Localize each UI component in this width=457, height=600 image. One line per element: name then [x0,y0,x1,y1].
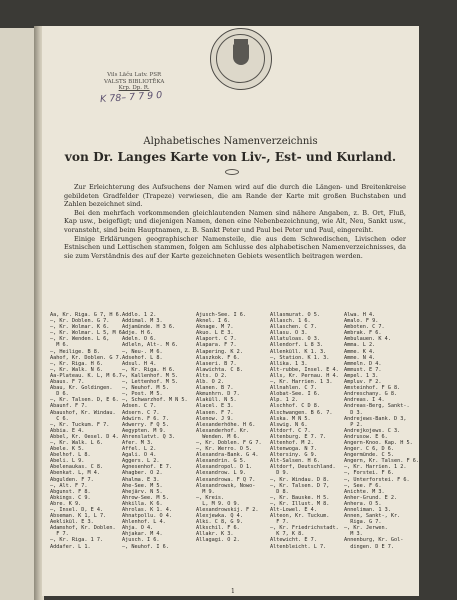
index-entry: D 3. [344,409,363,416]
index-entry: Alaszkok. F 6. [196,354,240,361]
index-entry: Ahrenslatvt. Q 3. [122,433,176,440]
index-entry: Alt-Salsen. H 6. [270,458,320,465]
index-entry: Anneliman. 1 3. [344,507,391,513]
index-entry: Adjamünde. H 3 6. [122,324,176,331]
index-entry: Wenden. M 6. [196,433,240,440]
stamp-line-3: Krp. Dp. R. [118,85,150,91]
library-seal-stamp [210,28,272,90]
index-entry: Allnahlen. C 7. [270,385,317,392]
index-entry: –, Lettenhof. M 5. [122,379,179,386]
index-entry: –, Kr. Riga. 1 7. [50,537,104,544]
intro-paragraph: Zur Erleichterung des Aufsuchens der Namen wird auf die durch die Längen- und Breitenkreise gebildeten Gradfelder (Trapeze) verwiesen, die am Rande der Karte mit großen Buchstaben und Zahlen bezeichnet sind. [64,183,406,209]
index-entry: Alls, Kr. Pernau. H 4. [270,372,339,379]
index-entry: K 7, K 8. [270,531,305,538]
index-entry: Riga. G 7. [344,519,382,526]
index-entry: Amalo. F 9. [344,318,379,325]
index-entry: Ampel. 1 3. [344,372,379,379]
index-entry: M 6. [50,342,69,349]
document-title-line-2: von Dr. Langes Karte von Liv-, Est- und Kurland. [64,150,397,164]
index-entry: –, See. F 6. [344,482,382,489]
index-entry: Alki. C 8, G 9. [196,519,243,526]
index-entry: –, Neu-. M 6. [122,348,163,355]
index-entry: –, Unterforstei. F 6. [344,476,410,483]
intro-paragraph: Einige Erklärungen geographischer Namensteile, die aus dem Schwedischen, Livischen oder Estnischen und Lettischen stammen, folgen am Schlusse des alphabetischen Namenverzeichnisses, da sie zum Verständnis des auf der Karte gezeichneten Gebiets wesentlich beitragen werden. [64,234,406,260]
index-entry: Angern, Kr. Talsen. F 6. [344,458,419,465]
index-entry: Abelenaukas. C 8. [50,464,104,471]
index-entry: L, M 9. O 9. [196,500,240,507]
index-entry: Aahof, Kr. Doblen. G 7. [50,354,122,361]
index-entry: –, Kr. Doblen. G 7. [50,318,110,325]
index-entry: Abbia. E 4. [50,427,85,434]
index-entry: F 7. [270,519,289,526]
index-entry: Agali. O 4. [122,452,157,459]
index-entry: Ahja. O 4. [122,525,154,532]
index-entry: Altenbleicht. L 7. [270,543,327,550]
index-entry: –, Kallenhof. M 5. [122,372,179,379]
index-entry: Alapara. F 7. [196,342,237,349]
index-entry: –, Kr. Harrien. 1 3. [270,379,333,386]
index-entry: Adamshof, Kr. Doblen. [50,525,116,532]
index-entry: Alexandrowskij. F 2. [196,507,259,513]
index-entry: Abkings. C 9. [50,494,91,501]
index-entry: D 8. [270,488,289,495]
index-entry: Andrejews-Bank. D 3, [344,415,407,422]
index-entry: Abre. K 9. [50,500,82,507]
index-entry: Andreschany. G 8. [344,391,398,398]
index-entry: Alaport. C 7. [196,336,237,343]
index-entry: Altdorf. C 7. [270,427,311,434]
index-entry: Amsteinhof. F G 8. [344,385,401,392]
index-entry: Alwa. H 4. [344,312,376,318]
index-entry: Altdorf, Deutschland. [270,464,336,471]
index-entry: M 3. [344,531,363,538]
index-entry: Ampluv. F 2. [344,379,382,386]
index-entry: Angern-Knoo. Kap. H 5. [344,439,413,446]
index-entry: –, Kr. Illust. M 8. [270,500,330,507]
index-entry: Akuo. L E 3. [196,330,234,337]
index-entry: Abeli. L 9. [50,458,85,465]
index-column-2 [122,312,188,550]
document-title-line-1: Alphabetisches Namenverzeichnis [143,136,318,147]
intro-text [64,183,406,260]
index-column-3 [196,312,262,544]
index-entry: –, Insel. D, E 4. [50,507,104,513]
index-entry: Amme. K 4. [344,348,376,355]
library-stamp [104,72,164,92]
index-entry: Adwirn. F 6. 7. [122,415,169,422]
index-entry: –, Kr. Wolmar. K 6. [50,324,110,331]
index-entry: Annen, Sankt-, Kr. [344,513,401,520]
index-entry: Ahagber. O 2. [122,470,163,477]
index-entry: Aegypten. M 9. [122,427,166,434]
index-entry: Afer. M 3. [122,439,154,446]
index-entry: Abenkat. L, M 4. [50,470,100,477]
stamp-line-2: VALSTS BIBLIOTĒKA [104,78,165,85]
index-entry: Anhera. O 5. [344,500,382,507]
index-entry: Allasmurat. O 5. [270,312,320,318]
index-entry: Allasu. O 3. [270,330,308,337]
index-entry: Ahe-See. M 5. [122,482,163,489]
index-column-5 [344,312,419,550]
index-entry: –, Kr. Harrien. 1 2. [344,464,407,471]
index-entry: –, Kr. Talsen. D, E 6. [50,397,119,404]
index-entry: Addimal. M 3. [122,318,163,325]
index-entry: –, Kr. Werro. O 5. [196,446,253,453]
index-entry: M 9. [196,488,215,495]
index-entry: Ahjakar. M 4. [122,531,163,538]
index-entry: –, Kr. Tuckum. F 7. [50,421,110,428]
index-entry: dingen. D E 7. [344,543,394,550]
index-entry: Angermünde. C 5. [344,452,394,459]
index-entry: Abau, Kr. Goldingen. [50,385,113,392]
index-entry: Abaus. F 7. [50,379,85,386]
index-entry: Andrusow. E 6. [344,433,388,440]
index-entry: Alasen. F 7. [196,409,234,416]
index-entry: Abele. K 5. [50,446,85,453]
index-entry: Abseman. K 1, L 7. [50,513,107,520]
index-entry: Ammust. E 7. [344,366,382,373]
index-entry: Ahrow-See. M 5. [122,494,169,501]
index-entry: Ahlenhof. L 4. [122,519,166,526]
document-page [42,26,419,596]
index-entry: –, Kr. Riga. H 6. [122,366,176,373]
index-entry: Alschhof. C D 8. [270,403,320,410]
index-entry: Allakr. K 3. [196,531,234,538]
index-entry: –, Forstei. F 6. [344,470,394,477]
index-entry: Alexandrow. L 9. [196,470,246,477]
index-entry: –, Post. M 5. [122,391,163,398]
index-column-4 [270,312,339,550]
index-entry: Addlo. 1 2. [122,312,157,318]
index-entry: Ahkilla. K 6. [122,500,163,507]
page-number: 1 [231,588,235,595]
index-entry: –, Kr. Walk. N 6. [50,366,104,373]
index-entry: Adje. H 6. [122,330,154,337]
index-entry: –, Heilige. B 8. [50,348,100,355]
index-entry: Altenburg. E 7. 7. [270,433,327,440]
index-entry: Adsen. C 7. [122,403,157,410]
index-entry: Adsul. H 4. [122,360,157,367]
index-entry: Alawichta. C 8. [196,366,243,373]
index-entry: –, Kr. Doblen. F G 7. [196,439,262,446]
index-entry: –, Kr. Talsen. D 7, [270,482,330,489]
index-entry: Alacel. E 3. [196,403,234,410]
index-entry: Altersiny. G 9. [270,452,317,459]
index-entry: Anichte. M 3. [344,488,385,495]
index-entry: Amme. N 4. [344,354,376,361]
index-entry: Abaunf. F 7. [50,403,88,410]
index-entry: P 2. [344,421,363,428]
index-entry: Allendorf. L 8 3. [270,342,324,349]
index-entry: Aa, Kr. Riga. G 7, H 6. [50,312,122,318]
index-entry: Alexandrowsk, Nowo- [196,482,256,489]
index-entry: Alexandrin. G 5. [196,458,246,465]
index-entry: Alexjewka. Q 4. [196,513,243,520]
index-entry: Adwerry. F Q 5. [122,421,169,428]
index-entry: Agnesenhof. E 7. [122,464,172,471]
index-entry: –, Kr. Friedrichstadt. [270,525,339,532]
index-entry: D 9. [270,470,289,477]
index-entry: –, Kreis. [196,494,225,501]
index-entry: Alswig. N 6. [270,421,308,428]
index-entry: Affel. L 2. [122,446,157,453]
index-entry: Ahnatpollu. O 4. [122,513,172,520]
index-entry: Allasch. 1 6. [270,318,311,325]
index-entry: Alapering. K 2. [196,348,243,355]
index-column-1 [50,312,125,550]
intro-paragraph: Bei den mehrfach vorkommenden gleichlautenden Namen sind nähere Angaben, z. B. Ort, Fluß, Kap usw., beigefügt; und diejenigen Namen, denen eine Nebenbezeichnung, wie Alt, Neu, Sankt usw., voransteht, sind beim Hauptnamen, z. B. Sankt Peter und Paul bei Peter und Paul, eingereiht. [64,208,406,234]
index-entry: Amma. L 2. [344,342,376,349]
index-entry: Ambulauen. K 4. [344,336,391,343]
index-entry: Alts. O 2. [196,372,228,379]
index-entry: Andreas-Berg, Sankt-. [344,403,410,410]
stamp-line-1: Vils Lāču Latv. PSR [107,72,162,78]
index-entry: Ahrolas. K 1. 4. [122,507,172,513]
index-entry: Altenhof. M 2. [270,439,314,446]
index-entry: Abelhof. L 8. [50,452,91,459]
index-entry: D 6. [50,391,69,398]
index-entry: Alt-rubbe, Insel. E 4. [270,366,339,373]
index-entry: Alexandropol. O 1. [196,464,253,471]
index-entry: –, Neuhof. M 5. [122,385,169,392]
index-entry: Ahejärv. N 5. [122,488,163,495]
index-entry: Alenow. J 9. [196,415,234,422]
index-entry: Alexanderhof. Kr. [196,427,250,434]
index-entry: Andreas. I 4. [344,397,385,404]
index-entry: Alteon, Kr. Tuckum. [270,513,330,520]
index-entry: Alt-Lowel. E 4. [270,507,317,513]
index-entry: Allaschen. C 7. [270,324,317,331]
index-entry: Allatuloas. O 3. [270,336,320,343]
index-entry: Abbel, Kr. Oesel. D 4. [50,433,119,440]
index-entry: –, Kr. Walk. L 6. [50,439,104,446]
adjacent-page-edge [0,28,36,600]
index-entry: Adeln. O 6. [122,336,157,343]
index-entry: Alp. 1 2. [270,397,299,404]
index-entry: Alschwangen. B 6. 7. [270,409,333,416]
index-entry: Ahalma. E 3. [122,476,160,483]
index-entry: Alaküll. N 5. [196,397,237,404]
index-entry: Abaushof, Kr. Windau. [50,409,116,416]
index-entry: Alanen. B 7. [196,385,234,392]
index-entry: Alb. O 2. [196,379,225,386]
index-entry: Annenburg, Kr. Gol- [344,537,404,544]
index-entry: Addafer. L 1. [50,543,91,550]
index-entry: Abgulden. F 7. [50,476,94,483]
index-entry: Alkschil. F 6. [196,525,240,532]
index-entry: C 6. [50,415,69,422]
index-entry: –, Alt. F 7. [50,482,88,489]
index-entry: Adsern. C 7. [122,409,160,416]
index-entry: Allagagi. O 2. [196,537,240,544]
index-entry: Allenküll. K 1. 3. [270,348,327,355]
index-entry: Aknel. I 6. [196,318,231,325]
index-entry: –, Kr. Bauske. H 5. [270,494,330,501]
index-entry: Amboten. C 7. [344,324,385,331]
index-entry: –, Kr. Wolmar. L 5, M 6. [50,330,125,337]
index-entry: Abgunst. F 8. [50,488,91,495]
index-entry: –, Schwarzhof. M N 5. [122,397,188,404]
index-entry: –, Kr. Jerwen. [344,525,388,532]
index-entry: Allika. 1 3. [270,360,308,367]
seal-crest-icon [233,44,249,65]
index-entry: Aeklikül. E 3. [50,519,94,526]
index-entry: Aa-Plateau. K. L, M 6.7. [50,372,125,379]
index-entry: Ammeln. D 4. [344,360,382,367]
index-entry: Akmunhrn. D 7. [196,391,240,398]
index-entry: Alexanderhöhe. H 6. [196,421,256,428]
index-entry: Altewicht. E 7. [270,537,317,544]
index-entry: –, Neuhof. I 6. [122,543,169,550]
index-entry: Altenwoga. N 7. [270,446,317,453]
index-entry: Alexandrowa. F Q 7. [196,476,256,483]
index-entry: Aggers. L 2. [122,458,160,465]
index-entry: F 7. [50,531,69,538]
index-entry: Adleln, Alt-. M 6. [122,342,179,349]
index-entry: –, Kr. Wenden. L 6, [50,336,110,343]
index-entry: Anger. C 6, D 6. [344,446,394,453]
index-entry: Alaseri. B 7. [196,360,237,367]
handwritten-shelfmark: K 78– 7 7 9 0 [99,89,163,106]
index-entry: Ajusch-See. I 6. [196,312,246,318]
index-entry: –, Kr. Riga. H 6. [50,360,104,367]
index-entry: –, Station. K 1. 3. [270,354,330,361]
index-entry: Alobat-See. I 6. [270,391,320,398]
index-entry: Alska. M N 5. [270,415,311,422]
index-entry: Aknage. M 7. [196,324,234,331]
index-entry: Ajusch. I 6. [122,537,160,544]
index-entry: –, Kr. Windau. D 8. [270,476,330,483]
title-ornament [225,169,239,175]
index-entry: Adsehof. L 8. [122,354,163,361]
index-entry: Andrejkojews. C 3. [344,427,401,434]
index-entry: Anher-Grund. E 2. [344,494,398,501]
index-entry: Ambrak. F 6. [344,330,382,337]
index-entry: Alexandra-Bank. G 4. [196,452,259,459]
